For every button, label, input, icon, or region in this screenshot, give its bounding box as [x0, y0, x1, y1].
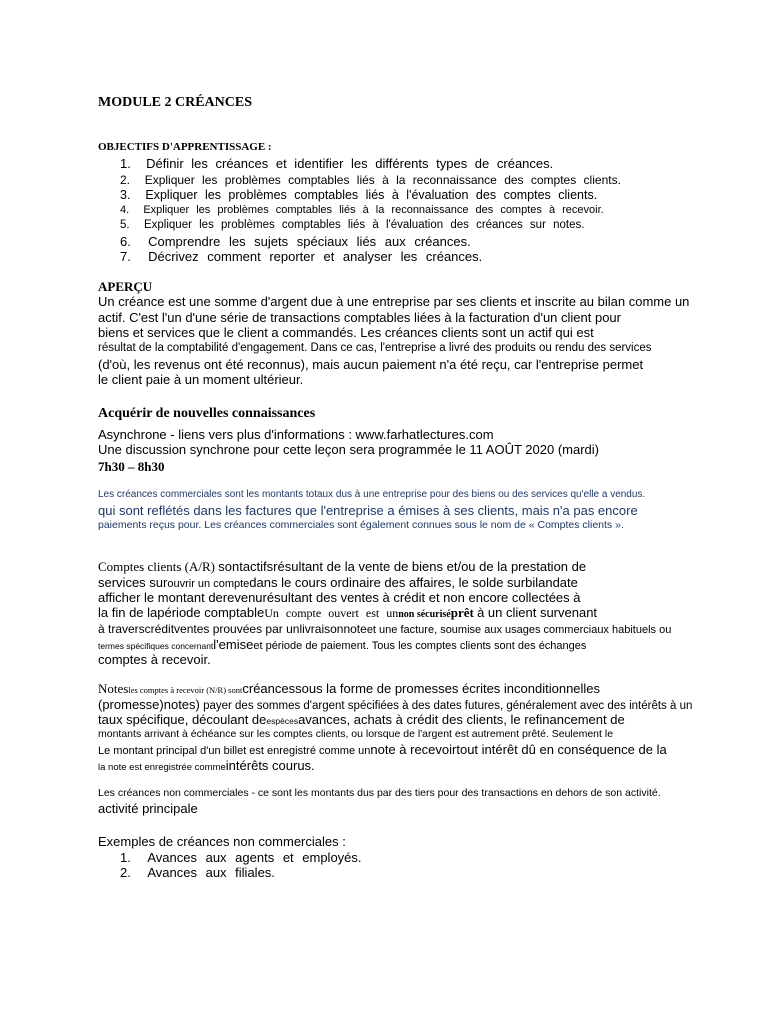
comptes-clients-text: à traverscréditventes prouvées par unlivraisonnote — [98, 622, 367, 636]
comptes-clients-line-5 — [98, 622, 671, 637]
notes-text: avances, achats à crédit des clients, le refinancement de — [298, 712, 625, 727]
creances-term: créances — [242, 681, 296, 696]
commercial-line-3: paiements reçus pour. Les créances commerciales sont également connues sous le nom de « Comptes clients ». — [98, 519, 624, 531]
comptes-clients-text: sontactifsrésultant de la vente de biens et/ou de la prestation de — [218, 559, 587, 574]
notes-text: la note est enregistrée comme — [98, 762, 226, 773]
comptes-clients-line-3: afficher le montant derevenurésultant des ventes à crédit et non encore collectées à — [98, 590, 581, 605]
cash-term: espèces — [266, 716, 299, 726]
note-receivable-term: note à recevoir — [370, 742, 457, 757]
open-account-term: ouvrir un compte — [167, 578, 250, 590]
non-commercial-line-2: activité principale — [98, 801, 198, 816]
objective-text: Définir les créances et identifier les différents types de créances. — [146, 156, 554, 171]
apercu-line-5: (d'où, les revenus ont été reconnus), mais aucun paiement n'a été reçu, car l'entreprise permet — [98, 357, 644, 372]
comptes-clients-text: et période de paiement. Tous les comptes clients sont des échanges — [253, 640, 587, 652]
objective-item-2 — [120, 173, 621, 187]
examples-heading: Exemples de créances non commerciales : — [98, 834, 346, 849]
notes-line-1 — [98, 681, 600, 697]
objective-text: Décrivez comment reporter et analyser les créances. — [148, 249, 483, 264]
example-number: 1. — [120, 850, 131, 865]
apercu-line-6: le client paie à un moment ultérieur. — [98, 372, 304, 387]
notes-text: payer des sommes d'argent spécifiées à des dates futures, généralement avec des intérêts à un — [199, 700, 693, 712]
commercial-line-2: qui sont reflétés dans les factures que l'entreprise a émises à ses clients, mais n'a pas encore — [98, 503, 638, 518]
acquerir-sync-line: Une discussion synchrone pour cette leçon sera programmée le 11 AOÛT 2020 (mardi) — [98, 442, 599, 457]
comptes-clients-text: services sur — [98, 575, 168, 590]
notes-text: taux spécifique, découlant de — [98, 712, 267, 727]
apercu-line-1: Un créance est une somme d'argent due à une entreprise par ses clients et inscrite au bilan comme un — [98, 294, 690, 309]
objective-text: Expliquer les problèmes comptables liés à l'évaluation des créances sur notes. — [143, 219, 585, 231]
example-text: Avances aux filiales. — [147, 865, 275, 880]
notes-line-3 — [98, 712, 625, 728]
accrued-interest-term: intérêts courus. — [225, 758, 315, 773]
objective-text: Expliquer les problèmes comptables liés à la reconnaissance des comptes à recevoir. — [143, 204, 604, 216]
objective-item-4 — [120, 204, 604, 216]
objective-number: 3. — [120, 188, 131, 202]
example-number: 2. — [120, 865, 131, 880]
objective-number: 5. — [120, 219, 130, 231]
notes-line-2 — [98, 697, 692, 713]
commercial-line-1: Les créances commerciales sont les montants totaux dus à une entreprise pour des biens ou des services qu'elle a vendus. — [98, 489, 646, 500]
comptes-clients-text: dans le cours ordinaire des affaires, le solde surbilandate — [249, 575, 578, 590]
apercu-heading: APERÇU — [98, 279, 153, 294]
objective-item-7 — [120, 249, 482, 264]
example-item-1 — [120, 850, 362, 865]
objective-text: Comprendre les sujets spéciaux liés aux créances. — [148, 234, 471, 249]
notes-line-5 — [98, 742, 667, 757]
example-item-2 — [120, 865, 275, 880]
notes-term: Notes — [98, 681, 129, 696]
objective-number: 2. — [120, 173, 131, 187]
notes-text: tout intérêt dû en conséquence de la — [456, 742, 667, 757]
apercu-line-2: actif. C'est l'un d'une série de transactions comptables liées à la facturation d'un client pour — [98, 310, 621, 325]
objective-number: 6. — [120, 234, 131, 249]
notes-receivable-term: les comptes à recevoir (N/R) sont — [128, 685, 243, 695]
apercu-line-4: résultat de la comptabilité d'engagement. Dans ce cas, l'entreprise a livré des produits ou rendu des services — [98, 342, 652, 354]
objective-item-6 — [120, 234, 471, 249]
non-commercial-line-1: Les créances non commerciales - ce sont les montants dus par des tiers pour des transactions en dehors de son activité. — [98, 787, 661, 799]
objective-number: 4. — [120, 204, 130, 216]
comptes-clients-term: Comptes clients (A/R) — [98, 559, 219, 574]
notes-line-4: montants arrivant à échéance sur les comptes clients, ou lorsque de l'argent est autrement prêté. Seulement le — [98, 728, 614, 740]
comptes-clients-text: et une facture, soumise aux usages commerciaux habituels ou — [366, 624, 672, 636]
loan-term: prêt — [450, 605, 474, 620]
open-account-definition: Un compte ouvert est un — [264, 606, 399, 620]
objective-item-5 — [120, 219, 584, 231]
comptes-clients-text: termes spécifiques concernant — [98, 641, 214, 651]
acquerir-heading: Acquérir de nouvelles connaissances — [98, 406, 316, 421]
module-title: MODULE 2 CRÉANCES — [98, 95, 253, 110]
apercu-line-3: biens et services que le client a commandés. Les créances clients sont un actif qui est — [98, 325, 594, 340]
comptes-clients-line-6 — [98, 637, 586, 652]
acquerir-async-line: Asynchrone - liens vers plus d'informations : www.farhatlectures.com — [98, 427, 494, 442]
comptes-clients-line-4 — [98, 605, 597, 621]
objectives-heading: OBJECTIFS D'APPRENTISSAGE : — [98, 141, 272, 153]
emission-term: l'emise — [213, 637, 254, 652]
objective-number: 1. — [120, 156, 131, 171]
notes-text: sous la forme de promesses écrites inconditionnelles — [295, 681, 601, 696]
objective-item-3 — [120, 188, 597, 202]
comptes-clients-line-2 — [98, 575, 578, 591]
unsecured-term: non sécurisé — [398, 609, 451, 620]
acquerir-time: 7h30 – 8h30 — [98, 459, 165, 474]
example-text: Avances aux agents et employés. — [147, 850, 362, 865]
objective-text: Expliquer les problèmes comptables liés à l'évaluation des comptes clients. — [145, 188, 598, 202]
notes-text: Le montant principal d'un billet est enregistré comme un — [98, 745, 371, 757]
comptes-clients-text: la fin de lapériode comptable — [98, 605, 265, 620]
objective-item-1 — [120, 156, 553, 171]
notes-line-6 — [98, 758, 315, 774]
notes-text: (promesse)notes) — [98, 697, 200, 712]
comptes-clients-line-7: comptes à recevoir. — [98, 652, 211, 667]
comptes-clients-line-1 — [98, 559, 586, 575]
objective-text: Expliquer les problèmes comptables liés à la reconnaissance des comptes clients. — [144, 173, 621, 187]
comptes-clients-text: à un client survenant — [477, 605, 598, 620]
objective-number: 7. — [120, 249, 131, 264]
